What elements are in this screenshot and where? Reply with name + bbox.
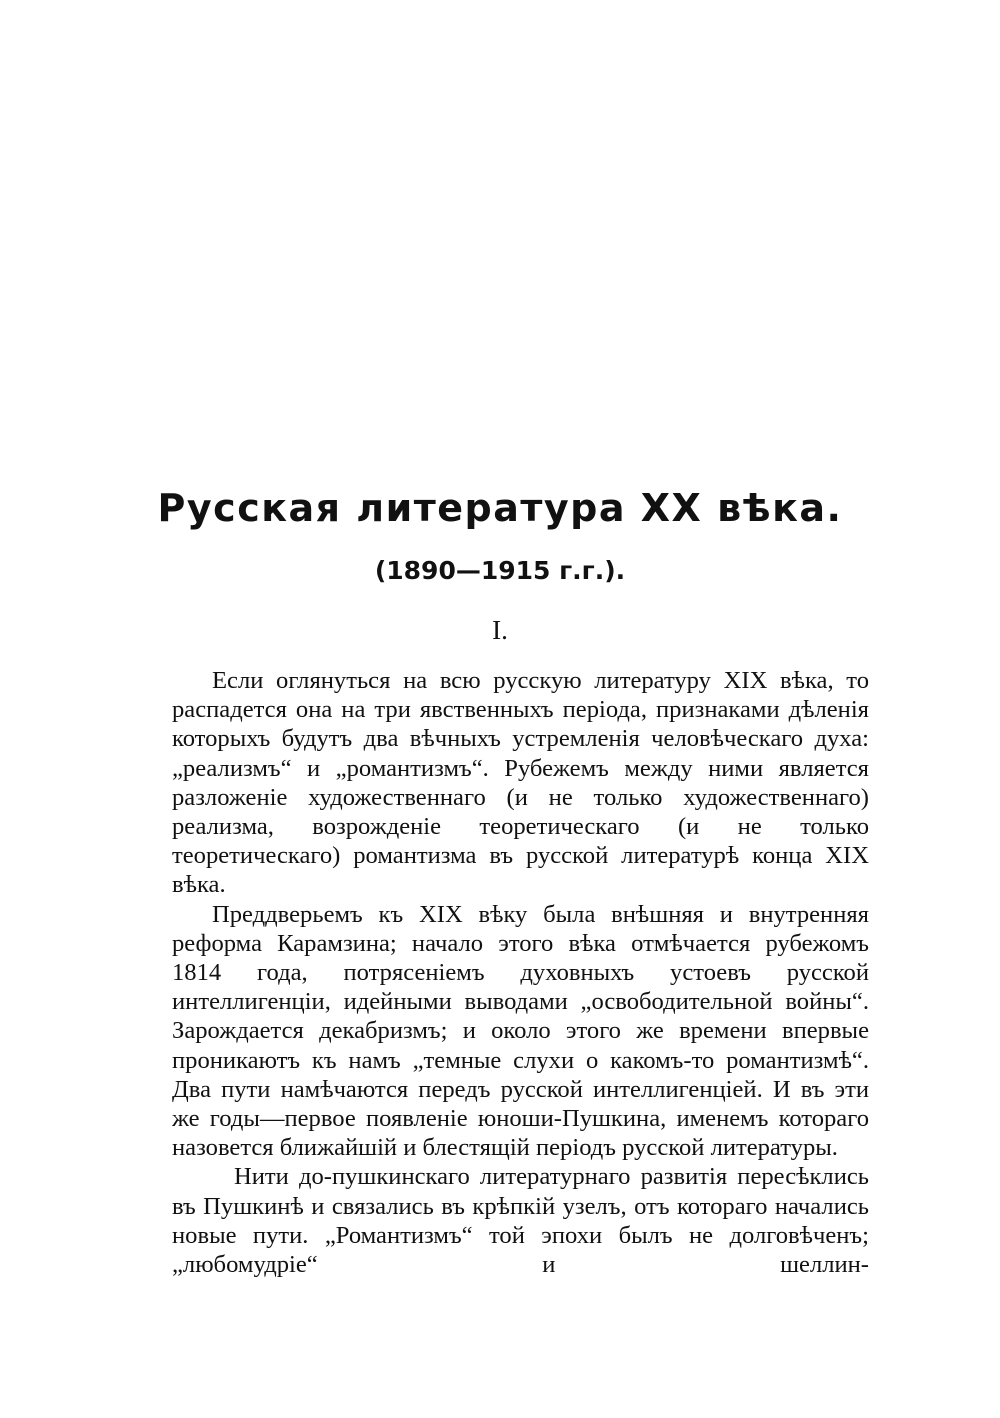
- paragraph-2: Преддверьемъ къ XIX вѣку была внѣшняя и внутренняя реформа Карамзина; начало этого вѣка отмѣчается рубежомъ 1814 года, потрясеніемъ духовныхъ устоевъ русской интеллигенціи, идейными выводами „освободительной войны“. Зарождается декабризмъ; и около этого же времени впервые проникаютъ къ намъ „темные слухи о какомъ-то романтизмѣ“. Два пути намѣчаются передъ русской интеллигенціей. И въ эти же годы—первое появленіе юноши-Пушкина, именемъ котораго назовется ближайшій и блестящій періодъ русской литературы.: [172, 900, 869, 1162]
- chapter-subtitle-years: (1890—1915 г.г.).: [374, 556, 626, 585]
- chapter-title: Русская литература XX вѣка.: [157, 486, 843, 530]
- paragraph-1: Если оглянуться на всю русскую литературу XIX вѣка, то распадется она на три явственныхъ періода, признаками дѣленія которыхъ будутъ два вѣчныхъ устремленія человѣческаго духа: „реализмъ“ и „романтизмъ“. Рубежемъ между ними является разложеніе художественнаго (и не только художественнаго) реализма, возрожденіе теоретическаго (и не только теоретическаго) романтизма въ русской литературѣ конца XIX вѣка.: [172, 667, 869, 899]
- body-text: [172, 666, 869, 1279]
- paragraph-3: Нити до-пушкинскаго литературнаго развитія пересѣклись въ Пушкинѣ и связались въ крѣпкій узелъ, отъ котораго начались новые пути. „Романтизмъ“ той эпохи былъ не долговѣченъ; „любомудріе“ и шеллин-: [172, 1163, 869, 1279]
- section-number: I.: [492, 615, 508, 645]
